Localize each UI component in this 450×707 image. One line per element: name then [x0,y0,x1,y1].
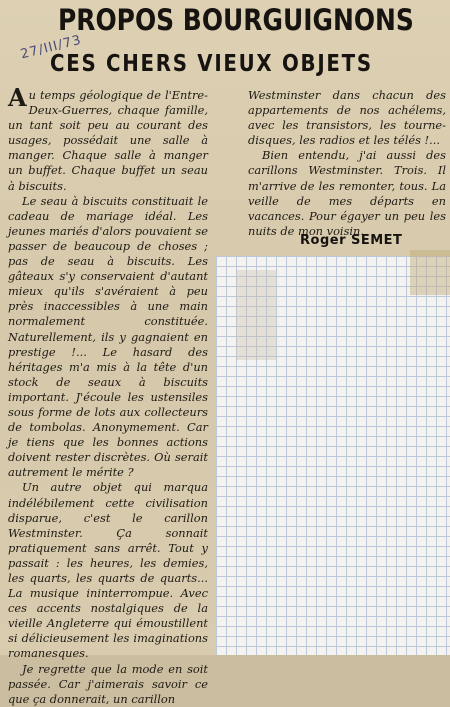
tape-strip [410,250,450,295]
handwritten-date: 27/III/73 [19,32,84,63]
article-paragraph: Au temps géologique de l'Entre-Deux-Guerres, chaque famille, un tant soit peu au courant des usages, possédait une salle à manger. Chaque salle à manger un buffet. Chaque buffet un seau à biscuits. [8,83,208,193]
article-paragraph: Westminster dans chacun des appartements de nos achélems, avec les transistors, les tourne-disques, les radios et les télés !... [248,88,446,148]
author-byline: Roger SEMET [300,233,403,248]
article-paragraph: Un autre objet qui marqua indélébilement cette civilisation disparue, c'est le carillon Westminster. Ça sonnait pratiquement sans arrêt. Tout y passait : les heures, les demies, les quarts, les quarts de quarts... La musique ininterrompue. Avec ces accents nostalgiques de la vieille Angleterre qui émoustillent si délicieusement les imaginations romanesques. [8,480,208,661]
article-column-right [248,88,446,239]
article-paragraph: Le seau à biscuits constituait le cadeau de mariage idéal. Les jeunes mariés d'alors pouvaient se passer de beaucoup de choses ; pas de seau à biscuits. Les gâteaux s'y conservaient d'autant mieux qu'ils s'avéraient à peu près inaccessibles à une main normalement constituée. Naturellement, ils y gagnaient en prestige !... Le hasard des héritages m'a mis à la tête d'un stock de seaux à biscuits important. J'écoule les ustensiles sous forme de lots aux collecteurs de tombolas. Anonymement. Car je tiens que les bonnes actions doivent rester discrètes. Où serait autrement le mérite ? [8,193,208,480]
kicker-title: PROPOS BOURGUIGNONS [58,3,414,37]
article-column-left [8,83,208,706]
headline: CES CHERS VIEUX OBJETS [50,51,373,77]
article-paragraph: Bien entendu, j'ai aussi des carillons Westminster. Trois. Il m'arrive de les remonter, tous. La veille de mes départs en vacances. Pour égayer un peu les nuits de mon voisin. [248,148,446,238]
article-paragraph: Je regrette que la mode en soit passée. Car j'aimerais savoir ce que ça donnerait, un carillon [8,661,208,706]
tape-strip [236,270,276,360]
